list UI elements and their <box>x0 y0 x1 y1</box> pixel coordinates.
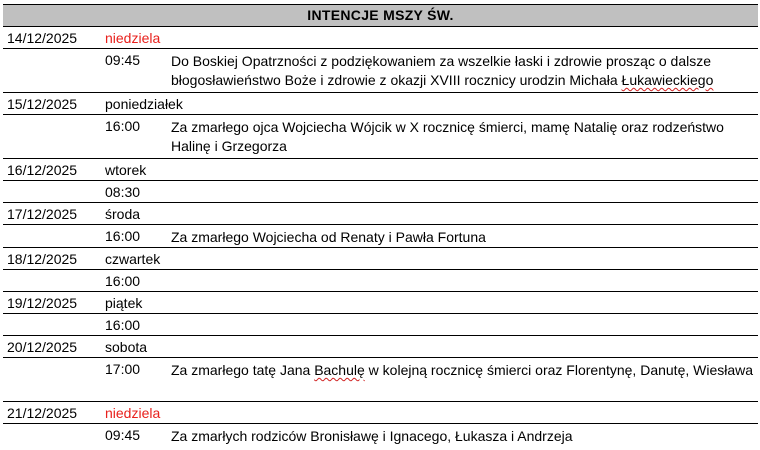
intention-cell[interactable] <box>171 49 756 91</box>
intention-cell[interactable] <box>171 358 756 381</box>
intention-cell[interactable] <box>171 181 756 202</box>
day-row[interactable] <box>3 248 758 270</box>
mass-row[interactable] <box>3 225 758 248</box>
time-cell: 09:45 <box>105 52 141 68</box>
date-cell: 19/12/2025 <box>7 295 78 311</box>
intention-cell[interactable] <box>171 424 756 446</box>
mass-row[interactable] <box>3 424 758 446</box>
date-cell: 14/12/2025 <box>7 30 78 46</box>
time-cell: 17:00 <box>105 361 141 377</box>
mass-row[interactable] <box>3 358 758 402</box>
day-row[interactable] <box>3 402 758 424</box>
time-cell: 16:00 <box>105 118 141 134</box>
date-cell: 16/12/2025 <box>7 162 78 178</box>
day-row[interactable] <box>3 159 758 181</box>
intention-text: Za zmarłych rodziców Bronisławę i Ignacego, Łukasza i Andrzeja <box>171 428 573 444</box>
intention-text: Do Boskiej Opatrzności z podziękowaniem za wszelkie łaski i zdrowie prosząc o dalsze błogosławieństwo Boże i zdrowie z okazji XVIII rocznicy urodzin Michała <box>171 53 712 88</box>
page-title <box>3 4 758 27</box>
date-cell: 18/12/2025 <box>7 251 78 267</box>
weekday-cell: niedziela <box>105 405 161 421</box>
date-cell: 15/12/2025 <box>7 96 78 112</box>
weekday-cell: poniedziałek <box>105 96 183 112</box>
day-row[interactable] <box>3 336 758 358</box>
spellcheck-word[interactable]: Łukawieckiego <box>621 72 714 88</box>
day-row[interactable] <box>3 292 758 314</box>
mass-row[interactable] <box>3 314 758 336</box>
time-cell: 16:00 <box>105 273 141 289</box>
intentions-sheet <box>3 4 758 446</box>
day-row[interactable] <box>3 93 758 115</box>
time-cell: 16:00 <box>105 317 141 333</box>
weekday-cell: wtorek <box>105 162 147 178</box>
time-cell: 09:45 <box>105 427 141 443</box>
date-cell: 21/12/2025 <box>7 405 78 421</box>
time-cell: 16:00 <box>105 228 141 244</box>
mass-row[interactable] <box>3 115 758 159</box>
intention-cell[interactable] <box>171 270 756 291</box>
intention-cell[interactable] <box>171 225 756 247</box>
intention-text: Za zmarłego ojca Wojciecha Wójcik w X rocznicę śmierci, mamę Natalię oraz rodzeństwo Halinę i Grzegorza <box>171 119 724 154</box>
weekday-cell: środa <box>105 206 141 222</box>
weekday-cell: czwartek <box>105 251 161 267</box>
mass-row[interactable] <box>3 181 758 203</box>
intention-cell[interactable] <box>171 115 756 157</box>
mass-row[interactable] <box>3 270 758 292</box>
date-cell: 20/12/2025 <box>7 339 78 355</box>
weekday-cell: niedziela <box>105 30 161 46</box>
day-row[interactable] <box>3 27 758 49</box>
intention-text: Za zmarłego Wojciecha od Renaty i Pawła Fortuna <box>171 229 486 245</box>
intention-cell[interactable] <box>171 314 756 335</box>
date-cell: 17/12/2025 <box>7 206 78 222</box>
time-cell: 08:30 <box>105 184 141 200</box>
intention-text-continued: w kolejną rocznicę śmierci oraz Florentynę, Danutę, Wiesława <box>364 362 754 378</box>
page-title-text: INTENCJE MSZY ŚW. <box>307 7 454 23</box>
weekday-cell: sobota <box>105 339 148 355</box>
weekday-cell: piątek <box>105 295 143 311</box>
day-row[interactable] <box>3 203 758 225</box>
mass-row[interactable] <box>3 49 758 93</box>
intention-text: Za zmarłego tatę Jana <box>171 362 315 378</box>
spellcheck-word[interactable]: Bachulę <box>314 362 365 378</box>
